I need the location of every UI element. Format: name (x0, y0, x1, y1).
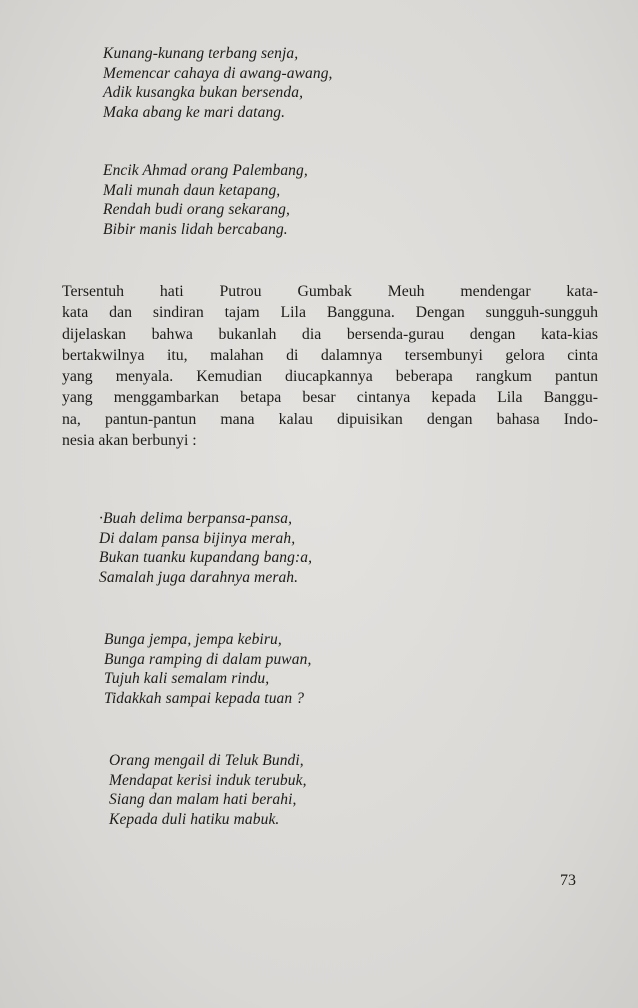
prose-line: bertakwilnya itu, malahan di dalamnya tersembunyi gelora cinta (62, 346, 598, 364)
verse-line: Kunang-kunang terbang senja, (103, 45, 299, 62)
prose-line: kata dan sindiran tajam Lila Bangguna. Dengan sungguh-sungguh (62, 304, 598, 322)
prose-line: yang menyala. Kemudian diucapkannya beberapa rangkum pantun (62, 368, 598, 386)
verse-line: ·Buah delima berpansa-pansa, (99, 510, 293, 527)
verse-line: Tidakkah sampai kepada tuan ? (104, 689, 305, 707)
verse-line: Orang mengail di Teluk Bundi, (109, 752, 304, 769)
prose-line: Tersentuh hati Putrou Gumbak Meuh mendengar kata- (62, 283, 598, 300)
verse-line: Kepada duli hatiku mabuk. (109, 810, 280, 828)
verse-line: Mali munah daun ketapang, (103, 181, 281, 199)
verse-line: Samalah juga darahnya merah. (99, 568, 299, 586)
prose-line: nesia akan berbunyi : (62, 432, 197, 450)
verse-line: Siang dan malam hati berahi, (109, 791, 297, 809)
verse-line: Maka abang ke mari datang. (103, 103, 286, 121)
pantun-stanza-3 (99, 509, 312, 587)
pantun-stanza-1 (103, 44, 333, 122)
prose-paragraph (62, 281, 598, 451)
verse-line: Adik kusangka bukan bersenda, (103, 84, 304, 102)
verse-line: Bukan tuanku kupandang bang:a, (99, 549, 313, 567)
verse-line: Memencar cahaya di awang-awang, (103, 64, 333, 82)
pantun-stanza-5 (109, 751, 307, 829)
verse-line: Mendapat kerisi induk terubuk, (109, 771, 307, 789)
verse-line: Bunga ramping di dalam puwan, (104, 650, 312, 668)
page-number: 73 (560, 872, 576, 889)
prose-line: dijelaskan bahwa bukanlah dia bersenda-gurau dengan kata-kias (62, 325, 598, 343)
verse-line: Tujuh kali semalam rindu, (104, 670, 270, 688)
pantun-stanza-4 (104, 630, 311, 708)
verse-line: Bibir manis lidah bercabang. (103, 220, 288, 238)
verse-line: Bunga jempa, jempa kebiru, (104, 631, 282, 648)
pantun-stanza-2 (103, 161, 308, 239)
prose-line: na, pantun-pantun mana kalau dipuisikan dengan bahasa Indo- (62, 410, 598, 428)
verse-line: Encik Ahmad orang Palembang, (103, 162, 308, 179)
prose-line: yang menggambarkan betapa besar cintanya kepada Lila Banggu- (62, 389, 598, 407)
verse-line: Di dalam pansa bijinya merah, (99, 529, 296, 547)
verse-line: Rendah budi orang sekarang, (103, 201, 290, 219)
